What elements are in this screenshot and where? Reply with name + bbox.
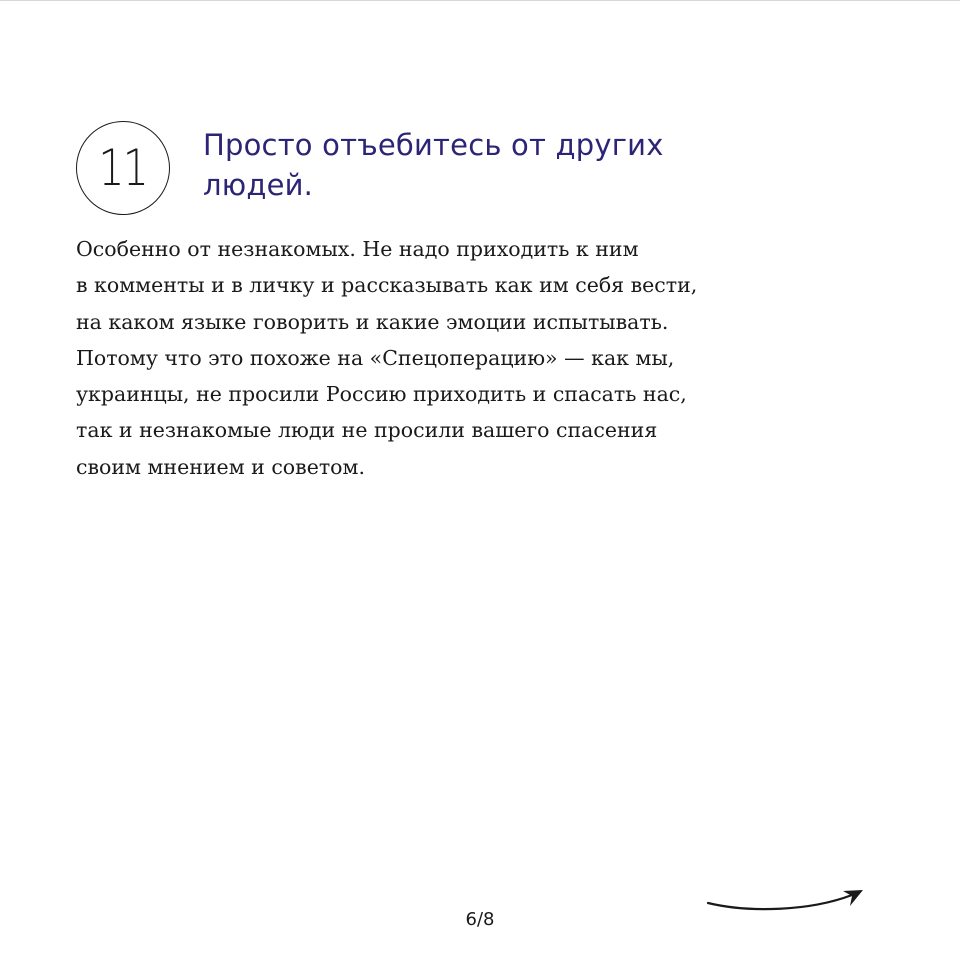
arrow-right-icon (700, 881, 870, 921)
item-number-badge (76, 121, 170, 215)
body-line: в комменты и в личку и рассказывать как им себя вести, (76, 273, 698, 298)
body-line: украинцы, не просили Россию приходить и спасать нас, (76, 382, 687, 407)
slide-title-line: людей. (203, 168, 314, 202)
body-line: так и незнакомые люди не просили вашего спасения (76, 418, 658, 443)
body-line: своим мнением и советом. (76, 454, 365, 479)
page-indicator: 6/8 (465, 909, 495, 930)
slide-body (76, 231, 876, 485)
item-number: 11 (98, 139, 148, 197)
body-line: Потому что это похоже на «Спецоперацию» — как мы, (76, 345, 675, 370)
slide-title (203, 125, 843, 205)
body-line: Особенно от незнакомых. Не надо приходить к ним (76, 237, 639, 261)
next-slide-button[interactable] (700, 881, 870, 921)
slide-title-line: Просто отъебитесь от других (203, 128, 664, 162)
body-line: на каком языке говорить и какие эмоции испытывать. (76, 309, 669, 334)
